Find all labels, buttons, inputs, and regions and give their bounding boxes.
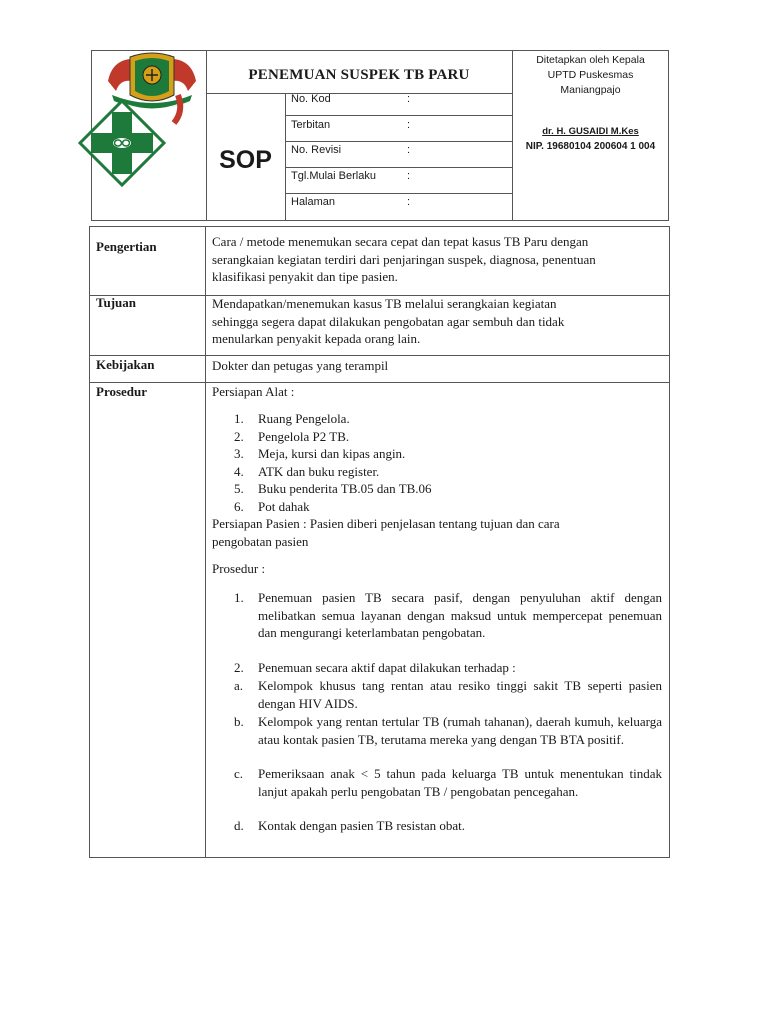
list-number: 1. (234, 411, 244, 426)
meta-colon: : (407, 119, 411, 131)
section-label-tujuan: Tujuan (96, 295, 136, 310)
list-text: Penemuan pasien TB secara pasif, dengan penyuluhan aktif dengan melibatkan semua layanan dengan maksud untuk mempercepat penemuan dan mengurangi keterlambatan pengobatan. (258, 590, 662, 640)
meta-colon: : (407, 196, 411, 208)
list-number: 2. (234, 660, 244, 675)
list-number: 5. (234, 481, 244, 496)
list-number: c. (234, 766, 244, 781)
text-line: serangkaian kegiatan terdiri dari penjaringan suspek, diagnosa, penentuan (212, 251, 596, 267)
text-line: Persiapan Pasien : Pasien diberi penjelasan tentang tujuan dan cara (212, 516, 560, 531)
sop-header (91, 50, 669, 221)
list-number: a. (234, 678, 244, 693)
list-text: Penemuan secara aktif dapat dilakukan terhadap : (258, 660, 516, 675)
list-number: 4. (234, 463, 244, 479)
list-number: b. (234, 714, 244, 729)
meta-colon: : (407, 170, 411, 182)
meta-key: Tgl.Mulai Berlaku (291, 170, 376, 182)
section-content-pengertian (212, 233, 659, 286)
section-label-kebijakan: Kebijakan (96, 357, 155, 372)
list-text: Kontak dengan pasien TB resistan obat. (258, 818, 465, 833)
meta-key: Halaman (291, 196, 336, 208)
list-text: Pengelola P2 TB. (258, 428, 350, 444)
list-number: 1. (234, 590, 244, 605)
list-item (212, 499, 664, 516)
list-number: d. (234, 818, 244, 833)
meta-key: No. Kod (291, 93, 331, 105)
list-text: Ruang Pengelola. (258, 411, 350, 426)
text-line: klasifikasi penyakit dan tipe pasien. (212, 269, 398, 284)
approval-line: Ditetapkan oleh Kepala (536, 54, 645, 66)
meta-colon: : (407, 93, 411, 105)
list-item (212, 429, 664, 446)
prosedur-steps (212, 589, 664, 839)
list-number: 3. (234, 446, 244, 461)
list-text: Pot dahak (258, 498, 310, 514)
approval-line: UPTD Puskesmas (547, 69, 634, 81)
meta-key: Terbitan (291, 119, 331, 131)
document-meta-table (285, 93, 512, 220)
text-line: Cara / metode menemukan secara cepat dan tepat kasus TB Paru dengan (212, 234, 589, 249)
puskesmas-cross-icon (77, 98, 167, 188)
section-label-prosedur: Prosedur (96, 384, 148, 399)
list-item (212, 411, 664, 428)
text-line: pengobatan pasien (212, 533, 309, 549)
divider (285, 193, 512, 194)
sop-body-table (89, 226, 670, 858)
approver-nip: NIP. 19680104 200604 1 004 (525, 141, 656, 152)
approver-name: dr. H. GUSAIDI M.Kes (542, 126, 639, 137)
prosedur-heading: Prosedur : (212, 561, 266, 576)
meta-row-halaman (285, 196, 512, 222)
divider (205, 227, 206, 857)
divider (285, 115, 512, 116)
logo-area (92, 51, 206, 220)
text-line: menularkan penyakit kepada orang lain. (212, 331, 421, 346)
meta-colon: : (407, 144, 411, 156)
alat-heading: Persiapan Alat : (212, 384, 295, 399)
section-content-tujuan (212, 295, 659, 348)
divider (90, 355, 669, 356)
document-title: PENEMUAN SUSPEK TB PARU (248, 67, 470, 83)
divider (285, 141, 512, 142)
list-item (212, 481, 664, 498)
approval-block (512, 51, 669, 220)
divider (285, 167, 512, 168)
text-line: Mendapatkan/menemukan kasus TB melalui serangkaian kegiatan (212, 296, 557, 311)
list-text: Meja, kursi dan kipas angin. (258, 446, 406, 461)
list-text: Buku penderita TB.05 dan TB.06 (258, 481, 432, 496)
list-text: ATK dan buku register. (258, 463, 380, 479)
meta-key: No. Revisi (291, 144, 342, 156)
persiapan-pasien (212, 515, 659, 550)
text-line: sehingga segera dapat dilakukan pengobatan agar sembuh dan tidak (212, 313, 565, 329)
sop-label: SOP (219, 146, 272, 174)
list-number: 2. (234, 428, 244, 444)
list-number: 6. (234, 498, 244, 514)
section-content-kebijakan: Dokter dan petugas yang terampil (212, 358, 389, 373)
list-text: Pemeriksaan anak < 5 tahun pada keluarga TB untuk menentukan tindak lanjut apakah perlu pengobatan TB / pengobatan pencegahan. (258, 766, 662, 799)
list-text: Kelompok yang rentan tertular TB (rumah tahanan), daerah kumuh, keluarga atau kontak pasien TB, terutama mereka yang dengan TB BTA positif. (258, 714, 662, 747)
list-item (212, 446, 664, 463)
list-item (212, 464, 664, 481)
list-text: Kelompok khusus tang rentan atau resiko tinggi sakit TB seperti pasien dengan HIV AIDS. (258, 678, 662, 711)
approval-line: Maniangpajo (560, 84, 621, 96)
approval-text (512, 53, 669, 98)
section-label-pengertian: Pengertian (96, 239, 157, 254)
